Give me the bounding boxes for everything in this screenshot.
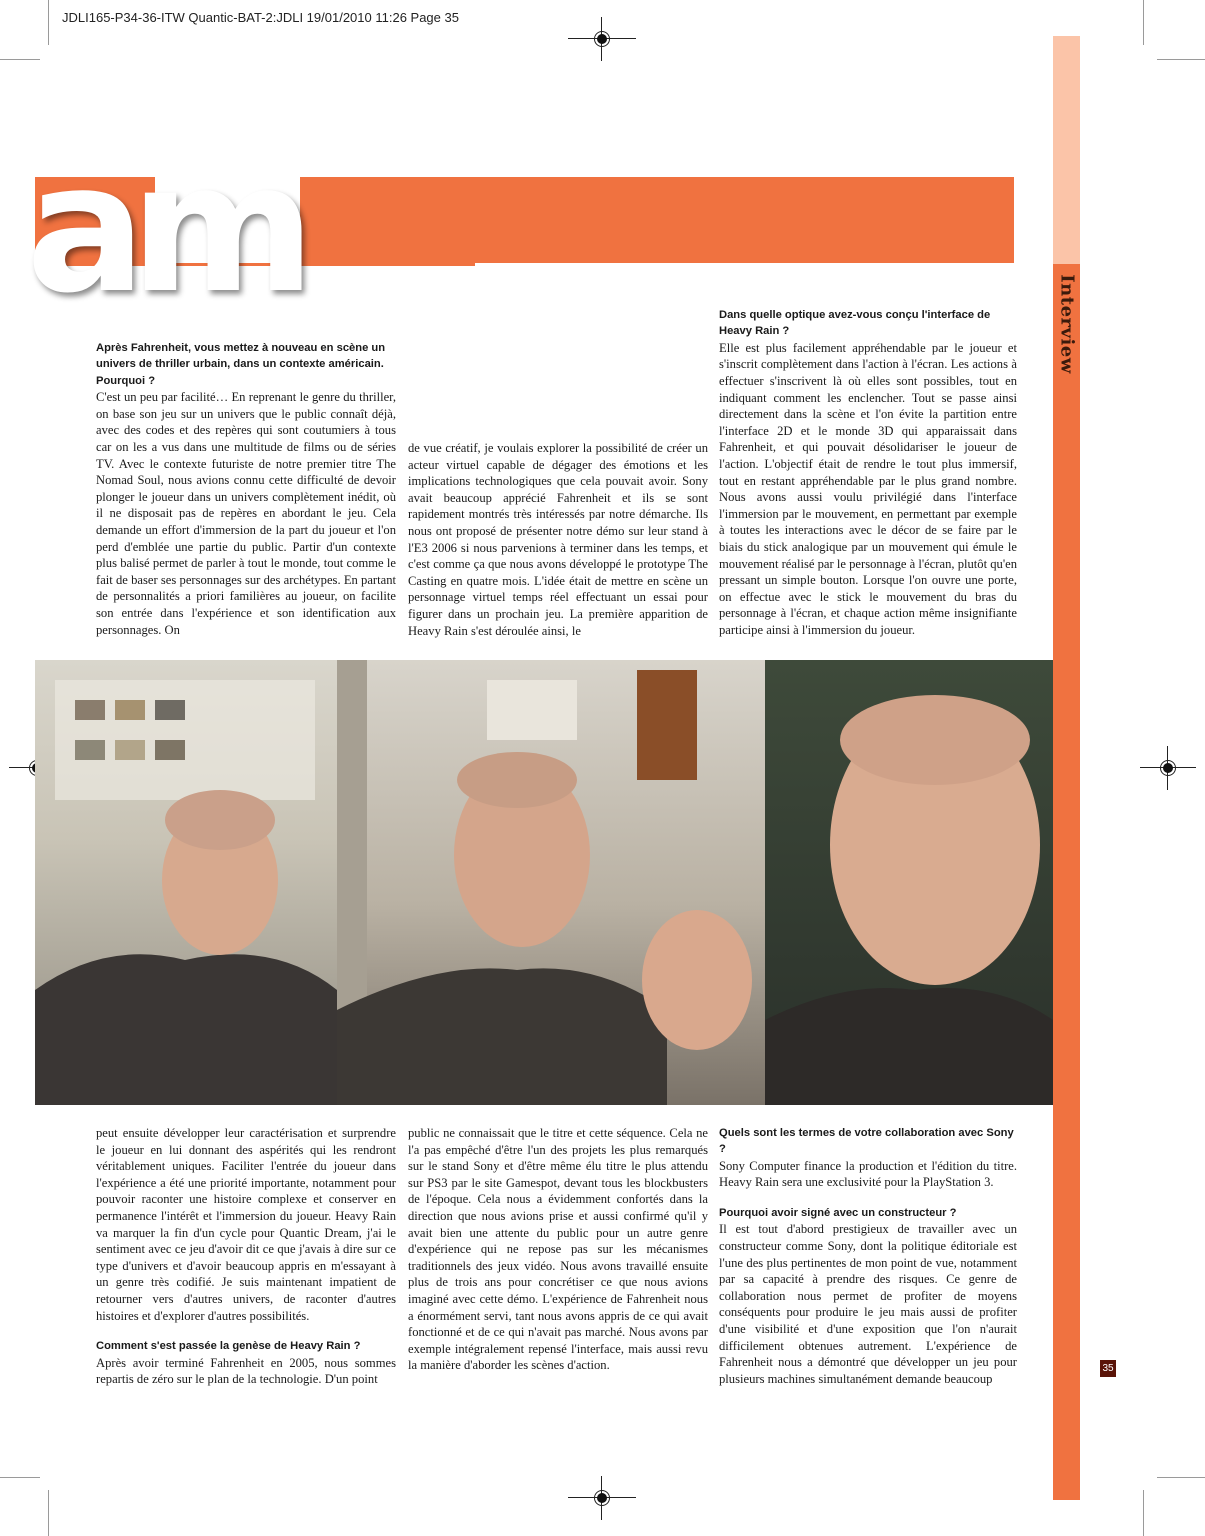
- question: Dans quelle optique avez-vous conçu l'interface de Heavy Rain ?: [719, 309, 991, 338]
- registration-mark-icon: [588, 25, 616, 53]
- top-column-1: [96, 340, 396, 638]
- crop-mark: [1143, 0, 1144, 45]
- answer: peut ensuite développer leur caractérisation et surprendre le joueur en lui donnant des aspérités qui les rendront véritablement uniques. Faciliter l'entrée du joueur dans l'expérience a été une priorité importante, notamment pour pouvoir raconter une histoire complexe et conserver en permanence l'intérêt et l'immersion du joueur. Heavy Rain va marquer la fin d'un cycle pour Quantic Dream, j'ai le sentiment avec ce jeu d'avoir dit ce que j'avais à dire sur ce type d'univers et d'avoir beaucoup appris en m'essayant à un genre très codifié. Je suis maintenant impatient de retourner vers d'autres univers, de raconter d'autres histoires et d'explorer d'autres possibilités.: [96, 1126, 396, 1323]
- answer: de vue créatif, je voulais explorer la possibilité de créer un acteur virtuel capable de dégager des émotions et les implications technologiques que cela pouvait avoir. Sony avait beaucoup apprécié Fahrenheit et ils se sont rapidement montrés très intéressés par notre démarche. Ils nous ont proposé de présenter notre démo sur leur stand à l'E3 2006 si nous parvenions à terminer dans les temps, et c'est comme ça que nous avons développé le prototype The Casting en quatre mois. L'idée était de mettre en scène un personnage virtuel temps réel effectuant un essai pour figurer dans un prochain jeu. La première apparition de Heavy Rain s'est déroulée ainsi, le: [408, 441, 708, 638]
- question: Quels sont les termes de votre collaboration avec Sony ?: [719, 1127, 1014, 1156]
- answer: C'est un peu par facilité… En reprenant le genre du thriller, on base son jeu sur un univers que le public connaît déjà, avec des codes et des repères qui sont coutumiers à tous car on les a vus dans une multitude de films ou de séries TV. Avec le contexte futuriste de notre premier titre The Nomad Soul, nous avions connu cette difficulté de devoir plonger le joueur dans un univers complètement inédit, où il ne disposait pas de repères en abordant le jeu. Cela demande un effort d'immersion de la part du joueur et l'on perd d'emblée une partie du public. Partir d'un contexte plus balisé permet de parler à tout le monde, tout comme le fait de baser ses personnages sur des archétypes. En partant de personnalités a priori familières au joueur, on facilite son entrée dans l'expérience et son identification aux personnages. On: [96, 390, 396, 637]
- registration-mark-icon: [1154, 754, 1182, 782]
- crop-mark: [0, 1477, 40, 1478]
- photo-strip: [35, 660, 1053, 1105]
- gesturing-photo: [337, 660, 765, 1105]
- answer: Il est tout d'abord prestigieux de travailler avec un constructeur comme Sony, dont la politique éditoriale est l'une des plus pertinentes de mon point de vue, notamment par sa capacité à prendre des risques. Ce genre de collaboration nous permet de profiter de moyens conséquents pour produire le jeu mais aussi de profiter d'une visibilité et d'une exposition que l'on n'aurait difficilement obtenues autrement. L'expérience de Fahrenheit nous a démontré que développer un jeu pour plusieurs machines simultanément demande beaucoup: [719, 1222, 1017, 1386]
- answer: public ne connaissait que le titre et cette séquence. Cela ne l'a pas empêché d'être l'un des projets les plus remarqués sur le stand Sony et d'être même élu titre le plus attendu sur PS3 par le site Gamespot, devant tous les blockbusters de l'époque. Cela nous a évidemment confortés dans la direction que nous avions prise et aussi confirmé qu'il y avait bien une attente du public pour un autre genre d'expérience qui ne repose pas sur les mécanismes traditionnels des jeux vidéo. Nous avons travaillé ensuite plus de trois ans pour concrétiser ce que nous avions imaginé avec cette démo. L'expérience de Fahrenheit nous a énormément servi, tant nous avons appris de ce qui avait fonctionné et de ce qui n'avait pas marché. Nous avons par exemple intégralement repensé l'interface, mais aussi revu la manière d'aborder les scènes d'action.: [408, 1126, 708, 1373]
- header-big-word: am: [26, 125, 300, 332]
- crop-mark: [1157, 1477, 1205, 1478]
- question: Comment s'est passée la genèse de Heavy Rain ?: [96, 1340, 361, 1353]
- bottom-column-3: [719, 1125, 1017, 1387]
- crop-mark: [48, 0, 49, 45]
- crop-mark: [1157, 59, 1205, 60]
- page-number: 35: [1100, 1360, 1116, 1377]
- bottom-column-2: [408, 1125, 708, 1374]
- top-column-3: [719, 307, 1017, 639]
- section-tab: [1053, 264, 1080, 1500]
- crop-mark: [1143, 1490, 1144, 1536]
- bottom-column-1: [96, 1125, 396, 1388]
- slug-line: JDLI165-P34-36-ITW Quantic-BAT-2:JDLI 19/01/2010 11:26 Page 35: [62, 10, 459, 25]
- answer: Après avoir terminé Fahrenheit en 2005, nous sommes repartis de zéro sur le plan de la technologie. D'un point: [96, 1355, 396, 1387]
- section-label: Interview: [1056, 274, 1077, 374]
- question: Pourquoi avoir signé avec un constructeur ?: [719, 1207, 957, 1219]
- crop-mark: [48, 1490, 49, 1536]
- portrait-photo: [35, 660, 337, 1105]
- registration-mark-icon: [588, 1484, 616, 1512]
- answer: Elle est plus facilement appréhendable par le joueur et s'inscrit complètement dans l'action à l'écran. Les actions à effectuer s'inscrivent là où elles sont possibles, tout en indiquant comment les enclencher. Tout se passe ainsi directement dans la scène et l'on évite la partition entre l'interface 2D et le monde 3D qui apparaissait dans Fahrenheit, et qui pouvait désolidariser le joueur de l'action. L'objectif était de rendre le tout plus immersif, tout en restant appréhendable par le plus grand nombre. Nous avons aussi voulu privilégié dans l'interface l'immersion par le mouvement, en permettant par exemple à toutes les interactions avec le décor de se faire par le biais du stick analogique par un mouvement qui émule le mouvement réalisé par le personnage à l'écran, plutôt qu'en pressant un simple bouton. Lorsque l'on ouvre une porte, on effectue avec le stick le mouvement du bras du personnage à l'écran, et chaque action même insignifiante participe ainsi à l'immersion du joueur.: [719, 340, 1017, 637]
- crop-mark: [0, 59, 40, 60]
- question: Après Fahrenheit, vous mettez à nouveau en scène un univers de thriller urbain, dans un contexte américain. Pourquoi ?: [96, 342, 386, 387]
- header-band: [300, 177, 1014, 263]
- section-tab-light: [1053, 36, 1080, 264]
- smiling-photo: [765, 660, 1053, 1105]
- answer: Sony Computer finance la production et l'édition du titre. Heavy Rain sera une exclusivité pour la PlayStation 3.: [719, 1158, 1017, 1190]
- top-column-2: [408, 440, 708, 639]
